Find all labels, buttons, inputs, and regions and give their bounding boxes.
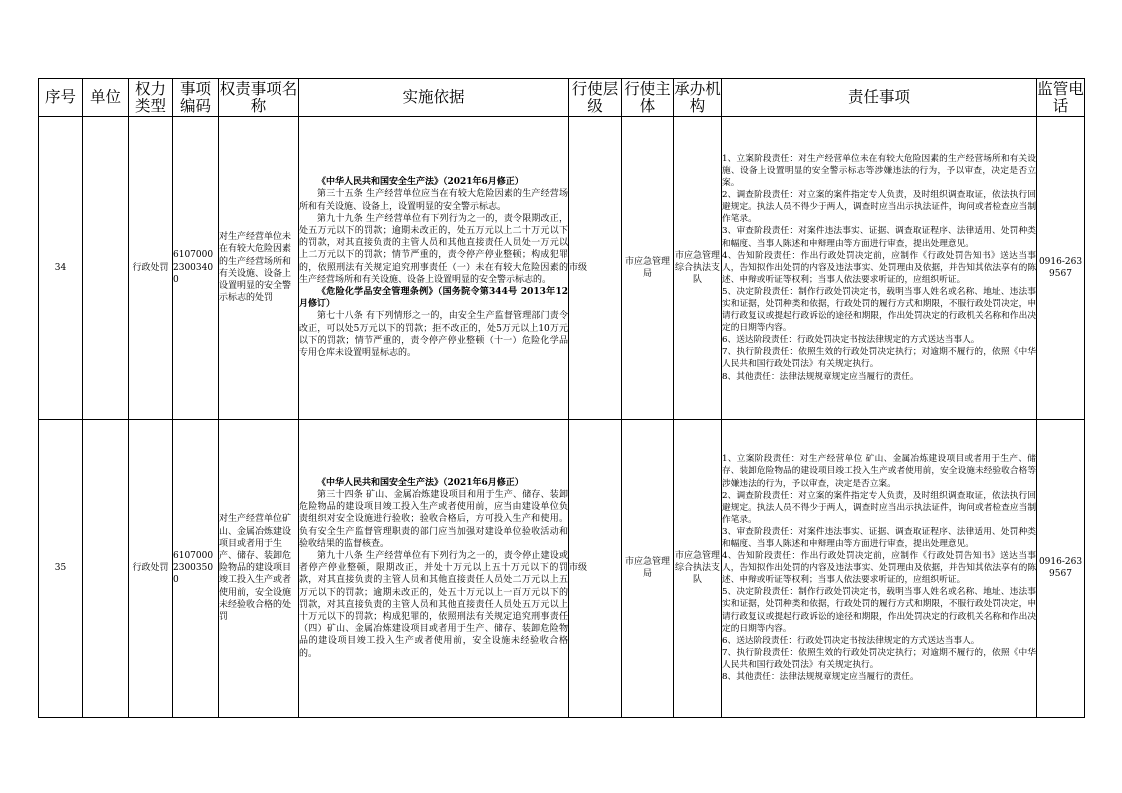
cell-unit	[83, 117, 129, 419]
header-responsibility: 责任事项	[722, 79, 1037, 117]
table-row	[39, 419, 1085, 717]
header-item-code: 事项编码	[173, 79, 219, 117]
cell-item-code: 610700023003400	[173, 117, 219, 419]
basis-law-title: 《危险化学品安全管理条例》（国务院令第344号 2013年12月修订）	[299, 287, 568, 310]
responsibility-item: 5、决定阶段责任：制作行政处罚决定书，载明当事人姓名或名称、地址、违法事实和证据，处罚种类和依据，行政处罚的履行方式和期限，不服行政处罚决定，申请行政复议或提起行政诉讼的途径和期限，作出处罚决定的行政机关名称和作出决定的日期等内容。	[722, 286, 1036, 334]
header-handler: 承办机构	[674, 79, 722, 117]
basis-article: 第七十八条 有下列情形之一的，由安全生产监督管理部门责令改正，可以处5万元以下的罚款；拒不改正的，处5万元以上10万元以下的罚款；情节严重的，责令停产停业整顿（十一）危险化学品专用仓库未设置明显标志的。	[299, 311, 568, 359]
responsibility-item: 2、调查阶段责任：对立案的案件指定专人负责，及时组织调查取证，依法执行回避规定。执法人员不得少于两人，调查时应当出示执法证件，询问或者检查应当制作笔录。	[722, 190, 1036, 225]
responsibility-item: 4、告知阶段责任：作出行政处罚决定前，应制作《行政处罚告知书》送达当事人，告知拟作出处罚的内容及违法事实、处罚理由及依据，并告知其依法享有的陈述、申辩或听证等权利；当事人依法要求听证的，应组织听证。	[722, 250, 1036, 285]
basis-article: 第三十五条 生产经营单位应当在有较大危险因素的生产经营场所和有关设施、设备上，设置明显的安全警示标志。	[299, 189, 568, 212]
cell-handler: 市应急管理综合执法支队	[674, 117, 722, 419]
responsibility-item: 7、执行阶段责任：依照生效的行政处罚决定执行；对逾期不履行的，依照《中华人民共和国行政处罚法》有关规定执行。	[722, 647, 1036, 670]
cell-power-type: 行政处罚	[129, 117, 173, 419]
cell-phone: 0916-2639567	[1037, 117, 1085, 419]
table-row	[39, 117, 1085, 419]
cell-subject: 市应急管理局	[622, 419, 674, 717]
responsibility-item: 1、立案阶段责任：对生产经营单位 矿山、金属冶炼建设项目或者用于生产、储存、装卸危险物品的建设项目竣工投入生产或者使用前，安全设施未经验收合格等涉嫌违法的行为，予以审查，决定是否立案。	[722, 454, 1036, 489]
header-power-type: 权力类型	[129, 79, 173, 117]
responsibility-item: 8、其他责任：法律法规规章规定应当履行的责任。	[722, 672, 919, 683]
basis-law-title: 《中华人民共和国安全生产法》（2021年6月修正）	[317, 477, 524, 488]
header-item-name: 权责事项名称	[219, 79, 299, 117]
cell-handler: 市应急管理综合执法支队	[674, 419, 722, 717]
cell-basis	[299, 419, 569, 717]
basis-article: 第三十四条 矿山、金属冶炼建设项目和用于生产、储存、装卸危险物品的建设项目竣工投入生产或者使用前，应当由建设单位负责组织对安全设施进行验收；验收合格后，方可投入生产和使用。负有安全生产监督管理职责的部门应当加强对建设单位验收活动和验收结果的监督核查。	[299, 489, 568, 549]
basis-article: 第九十八条 生产经营单位有下列行为之一的，责令停止建设或者停产停业整顿，限期改正，并处十万元以上五十万元以下的罚款，对其直接负责的主管人员和其他直接责任人员处二万元以上五万元以下的罚款；逾期未改正的，处五十万元以上一百万元以下的罚款，对其直接负责的主管人员和其他直接责任人员处五万元以上十万元以下的罚款；构成犯罪的，依照刑法有关规定追究刑事责任（四）矿山、金属冶炼建设项目或者用于生产、储存、装卸危险物品的建设项目竣工投入生产或者使用前，安全设施未经验收合格的。	[299, 550, 568, 659]
responsibility-item: 4、告知阶段责任：作出行政处罚决定前，应制作《行政处罚告知书》送达当事人，告知拟作出处罚的内容及违法事实、处罚理由及依据，并告知其依法享有的陈述、申辩或听证等权利；当事人依法要求听证的，应组织听证。	[722, 551, 1036, 586]
responsibility-item: 1、立案阶段责任：对生产经营单位未在有较大危险因素的生产经营场所和有关设施、设备上设置明显的安全警示标志等涉嫌违法的行为，予以审查，决定是否立案。	[722, 153, 1036, 189]
cell-level: 市级	[569, 117, 622, 419]
responsibility-item: 3、审查阶段责任：对案件违法事实、证据、调查取证程序、法律适用、处罚种类和幅度、当事人陈述和申辩理由等方面进行审查，提出处理意见。	[722, 526, 1036, 550]
header-basis: 实施依据	[299, 79, 569, 117]
header-seq: 序号	[39, 79, 83, 117]
power-list-table	[38, 78, 1085, 718]
responsibility-item: 7、执行阶段责任：依照生效的行政处罚决定执行；对逾期不履行的，依照《中华人民共和国行政处罚法》有关规定执行。	[722, 347, 1036, 370]
table-header-row	[39, 79, 1085, 117]
responsibility-item: 6、送达阶段责任：行政处罚决定书按法律规定的方式送达当事人。	[722, 635, 980, 646]
cell-item-code: 610700023003500	[173, 419, 219, 717]
cell-item-name: 对生产经营单位未在有较大危险因素的生产经营场所和有关设施、设备上设置明显的安全警示标志的处罚	[219, 117, 299, 419]
cell-seq: 35	[39, 419, 83, 717]
cell-phone: 0916-2639567	[1037, 419, 1085, 717]
header-phone: 监管电话	[1037, 79, 1085, 117]
cell-item-name: 对生产经营单位矿山、金属冶炼建设项目或者用于生产、储存、装卸危险物品的建设项目竣工投入生产或者使用前，安全设施未经验收合格的处罚	[219, 419, 299, 717]
basis-law-title: 《中华人民共和国安全生产法》（2021年6月修正）	[317, 177, 524, 188]
header-unit: 单位	[83, 79, 129, 117]
responsibility-item: 8、其他责任：法律法规规章规定应当履行的责任。	[722, 371, 919, 382]
cell-seq: 34	[39, 117, 83, 419]
cell-responsibility	[722, 419, 1037, 717]
responsibility-item: 2、调查阶段责任：对立案的案件指定专人负责，及时组织调查取证，依法执行回避规定。执法人员不得少于两人，调查时应当出示执法证件，询问或者检查应当制作笔录。	[722, 490, 1036, 525]
header-subject: 行使主体	[622, 79, 674, 117]
basis-article: 第九十九条 生产经营单位有下列行为之一的，责令限期改正，处五万元以下的罚款；逾期未改正的，处五万元以上二十万元以下的罚款，对其直接负责的主管人员和其他直接责任人员处一万元以上二万元以下的罚款；情节严重的，责令停产停业整顿；构成犯罪的，依照刑法有关规定追究刑事责任（一）未在有较大危险因素的生产经营场所和有关设施、设备上设置明显的安全警示标志的。	[299, 213, 568, 285]
responsibility-item: 5、决定阶段责任：制作行政处罚决定书，载明当事人姓名或名称、地址、违法事实和证据，处罚种类和依据，行政处罚的履行方式和期限，不服行政处罚决定，申请行政复议或提起行政诉讼的途径和期限，作出处罚决定的行政机关名称和作出决定的日期等内容。	[722, 587, 1036, 634]
cell-basis	[299, 117, 569, 419]
cell-subject: 市应急管理局	[622, 117, 674, 419]
cell-responsibility	[722, 117, 1037, 419]
header-level: 行使层级	[569, 79, 622, 117]
responsibility-item: 6、送达阶段责任：行政处罚决定书按法律规定的方式送达当事人。	[722, 335, 980, 346]
cell-level: 市级	[569, 419, 622, 717]
cell-unit	[83, 419, 129, 717]
cell-power-type: 行政处罚	[129, 419, 173, 717]
responsibility-item: 3、审查阶段责任：对案件违法事实、证据、调查取证程序、法律适用、处罚种类和幅度、当事人陈述和申辩理由等方面进行审查，提出处理意见。	[722, 226, 1036, 249]
